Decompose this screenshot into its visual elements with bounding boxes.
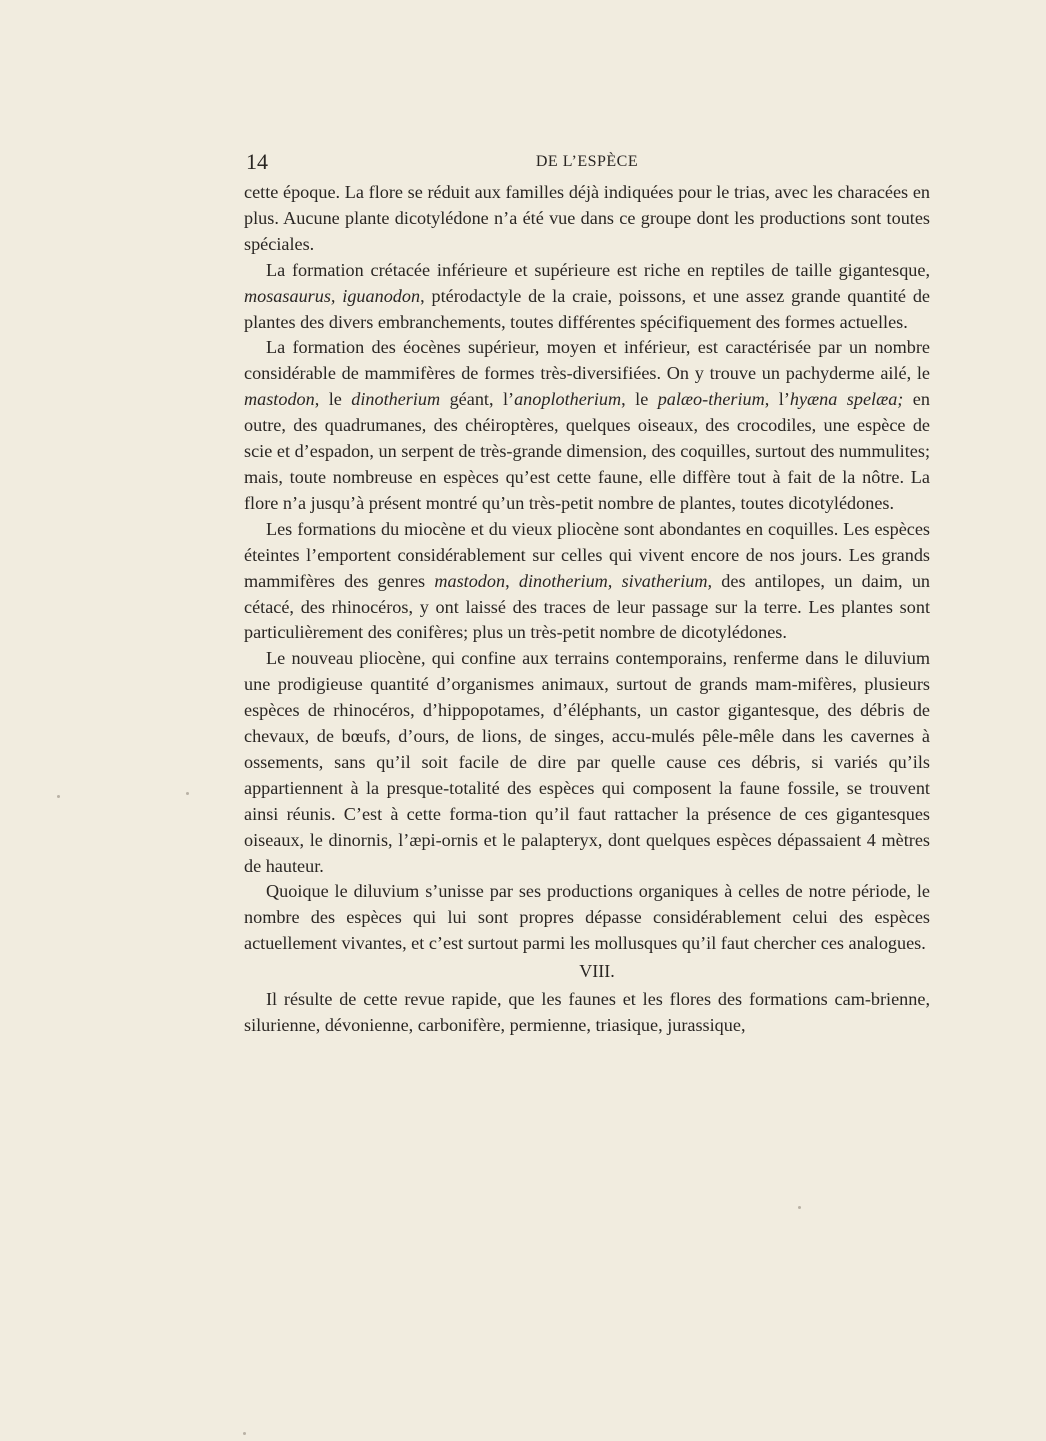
page-header	[244, 148, 930, 176]
paragraph-1: cette époque. La flore se réduit aux familles déjà indiquées pour le trias, avec les characées en plus. Aucune plante dicotylédone n’a été vue dans ce groupe dont les productions sont toutes spéciales.	[244, 182, 930, 254]
paragraph-5: Le nouveau pliocène, qui confine aux terrains contemporains, renferme dans le diluvium une prodigieuse quantité d’organismes animaux, surtout de grands mam-mifères, plusieurs espèces de rhinocéros, d’hippopotames, d’éléphants, un castor gigantesque, des débris de chevaux, de bœufs, d’ours, de lions, de singes, accu-mulés pêle-mêle dans les cavernes à ossements, sans qu’il soit facile de dire par quelle cause ces débris, si variés qu’ils appartiennent à la presque-totalité des espèces qui composent la faune fossile, se trouvent ainsi réunis. C’est à cette forma-tion qu’il faut rattacher la présence de ces gigantesques oiseaux, le dinornis, l’æpi-ornis et le palapteryx, dont quelques espèces dépassaient 4 mètres de hauteur.	[244, 648, 930, 876]
running-title: DE L’ESPÈCE	[535, 153, 639, 170]
paragraph-7: Il résulte de cette revue rapide, que les faunes et les flores des formations cam-brienne, silurienne, dévonienne, carbonifère, permienne, triasique, jurassique,	[244, 989, 930, 1036]
paragraph-6: Quoique le diluvium s’unisse par ses productions organiques à celles de notre période, le nombre des espèces qui lui sont propres dépasse considérablement celui des espèces actuellement vivantes, et c’est surtout parmi les mollusques qu’il faut chercher ces analogues.	[244, 881, 930, 954]
paragraph-2: La formation crétacée inférieure et supérieure est riche en reptiles de taille gigantesque, mosasaurus, iguanodon, ptérodactyle de la craie, poissons, et une assez grande quantité de plantes des divers embranchements, toutes différentes spécifiquement des formes actuelles.	[244, 259, 930, 332]
paper-speck	[57, 795, 60, 798]
page-number: 14	[246, 149, 268, 174]
section-heading-viii: VIII.	[579, 961, 615, 982]
paragraph-4: Les formations du miocène et du vieux pliocène sont abondantes en coquilles. Les espèces éteintes l’emportent considérablement sur celles qui vivent encore de nos jours. Les grands mammifères des genres mastodon, dinotherium, sivatherium, des antilopes, un daim, un cétacé, des rhinocéros, y ont laissé des traces de leur passage sur la terre. Les plantes sont particulièrement des conifères; plus un très-petit nombre de dicotylédones.	[244, 518, 931, 643]
paper-speck	[798, 1206, 801, 1209]
paragraph-3: La formation des éocènes supérieur, moyen et inférieur, est caractérisée par un nombre considérable de mammifères de formes très-diversifiées. On y trouve un pachyderme ailé, le mastodon, le dinotherium géant, l’anoplotherium, le palæo-therium, l’hyæna spelæa; en outre, des quadrumanes, des chéiroptères, quelques oiseaux, des crocodiles, une espèce de scie et d’espadon, un serpent de très-grande dimension, des coquilles, surtout des nummulites; mais, toute nombreuse en espèces qu’est cette faune, elle diffère tout à fait de la nôtre. La flore n’a jusqu’à présent montré qu’un très-petit nombre de plantes, toutes dicotylédones.	[244, 337, 930, 513]
body-text	[244, 180, 930, 1039]
paper-speck	[186, 792, 189, 795]
paper-speck	[243, 1432, 246, 1435]
